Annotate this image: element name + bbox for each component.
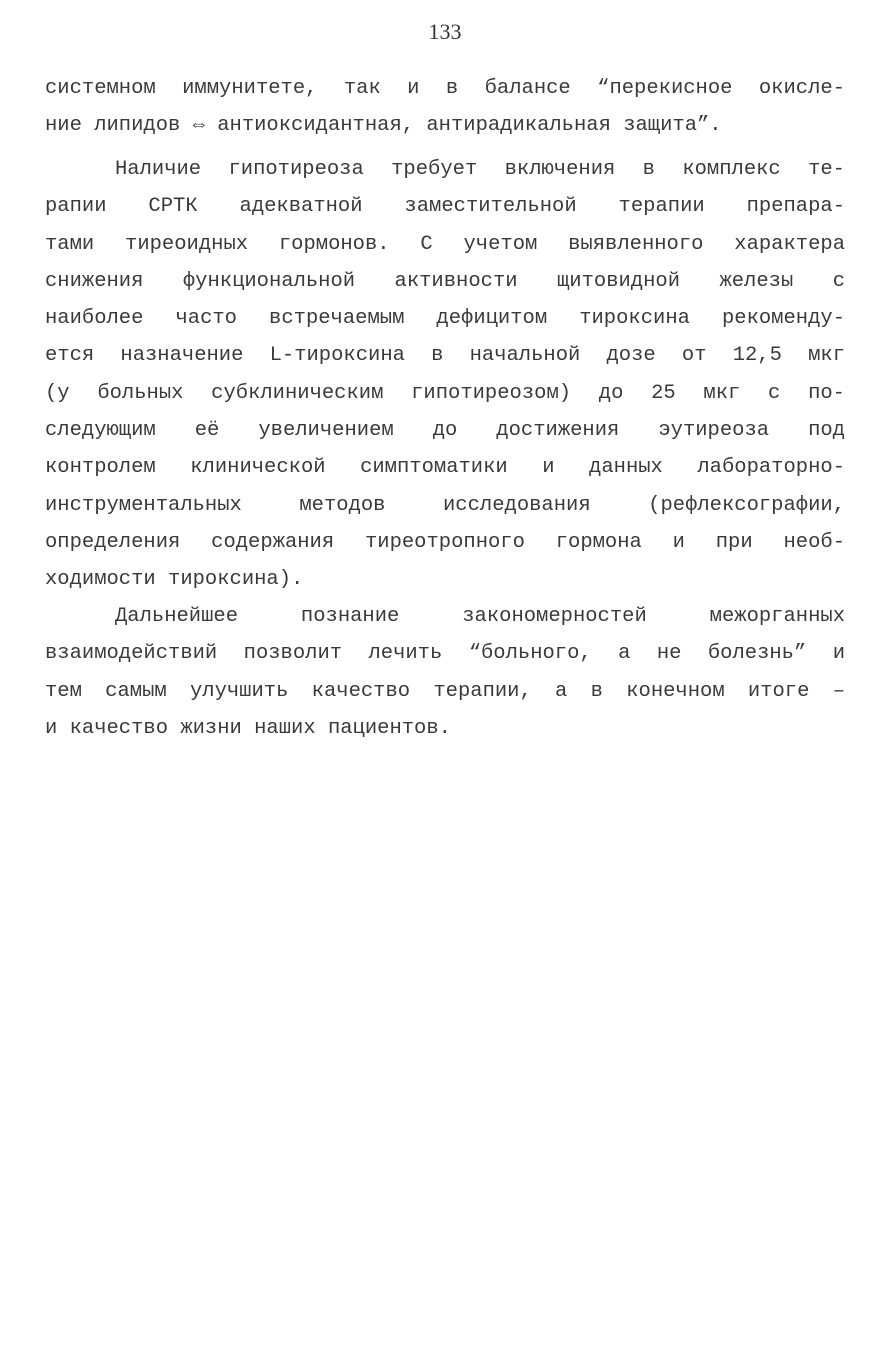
text-line: тами тиреоидных гормонов. С учетом выявленного характера bbox=[45, 232, 845, 256]
text-line: ется назначение L-тироксина в начальной дозе от 12,5 мкг bbox=[45, 344, 845, 368]
paragraph-1 bbox=[45, 70, 845, 145]
text-line: рапии СРТК адекватной заместительной терапии препара- bbox=[45, 195, 845, 219]
paragraph-2 bbox=[45, 151, 845, 599]
paragraph-3 bbox=[45, 598, 845, 747]
text-line: (у больных субклиническим гипотиреозом) до 25 мкг с по- bbox=[45, 381, 845, 405]
text-line: снижения функциональной активности щитовидной железы с bbox=[45, 269, 845, 293]
text-line: Наличие гипотиреоза требует включения в комплекс те- bbox=[115, 158, 845, 181]
text-line: и качество жизни наших пациентов. bbox=[45, 716, 451, 740]
text-line: инструментальных методов исследования (рефлексографии, bbox=[45, 493, 845, 517]
text-line: контролем клинической симптоматики и данных лабораторно- bbox=[45, 456, 845, 480]
text-line: определения содержания тиреотропного гормона и при необ- bbox=[45, 530, 845, 554]
text-line: наиболее часто встречаемым дефицитом тироксина рекоменду- bbox=[45, 307, 845, 331]
text-line: следующим её увеличением до достижения эутиреоза под bbox=[45, 419, 845, 443]
text-line: Дальнейшее познание закономерностей межорганных bbox=[115, 605, 845, 628]
text-line: ходимости тироксина). bbox=[45, 568, 304, 592]
text-line: ние липидов ⇔ антиоксидантная, антирадикальная защита”. bbox=[45, 114, 722, 138]
text-line: тем самым улучшить качество терапии, а в конечном итоге – bbox=[45, 679, 845, 703]
page-number: 133 bbox=[428, 19, 462, 44]
text-line: взаимодействий позволит лечить “больного, а не болезнь” и bbox=[45, 642, 845, 666]
text-line: системном иммунитете, так и в балансе “перекисное окисле- bbox=[45, 77, 845, 100]
